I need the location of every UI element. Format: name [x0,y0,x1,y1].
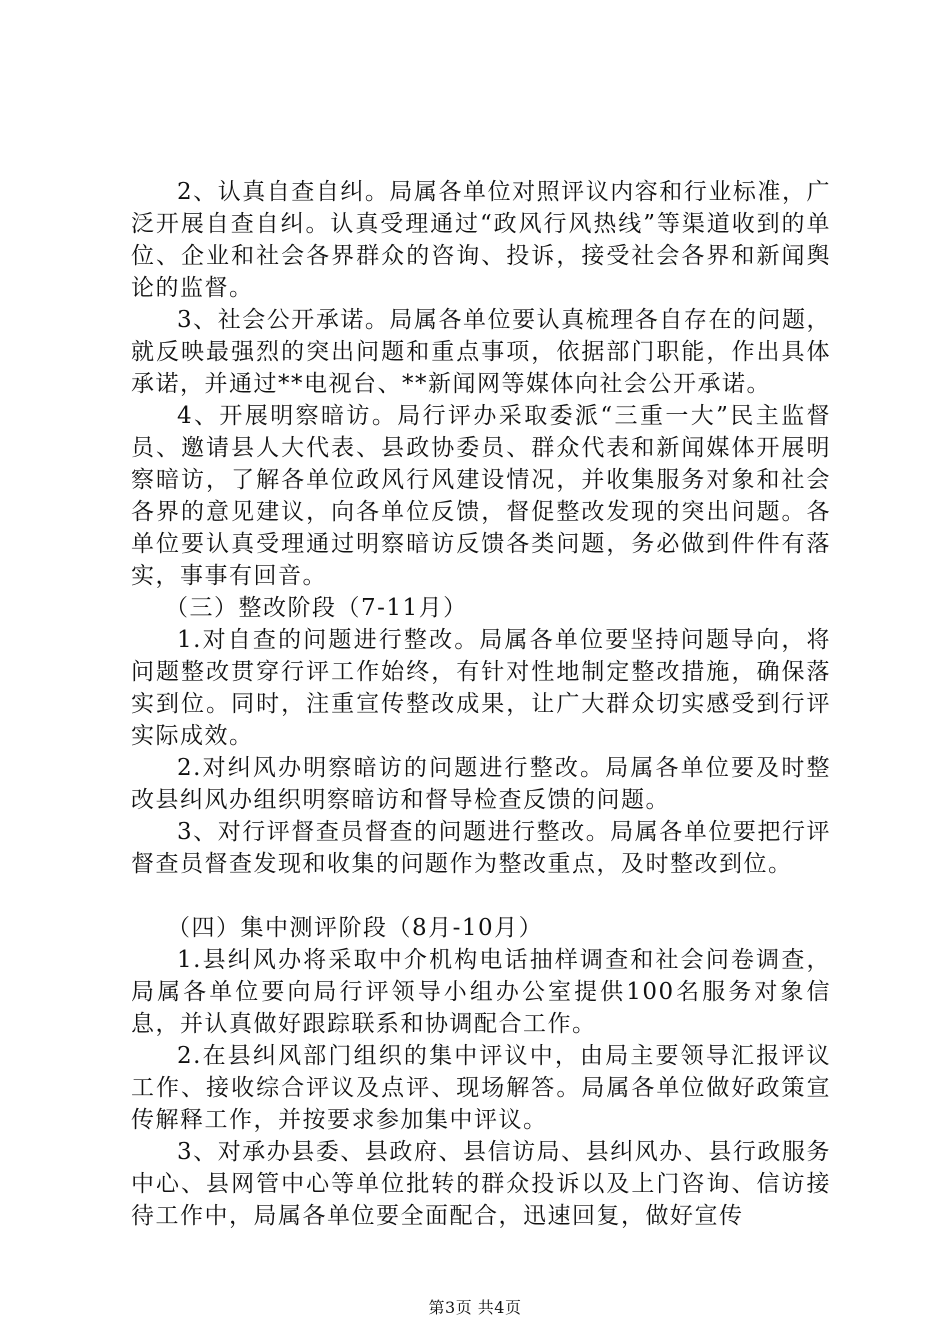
evaluation-item-1: 1.县纠风办将采取中介机构电话抽样调查和社会问卷调查，局属各单位要向局行评领导小组办公室提供100名服务对象信息，并认真做好跟踪联系和协调配合工作。 [131,947,831,1037]
section-heading-rectification: （三）整改阶段（7-11月） [165,595,468,621]
paragraph-public-commitment: 3、社会公开承诺。局属各单位要认真梳理各自存在的问题，就反映最强烈的突出问题和重点事项，依据部门职能，作出具体承诺，并通过**电视台、**新闻网等媒体向社会公开承诺。 [131,307,831,397]
rectification-item-3: 3、对行评督查员督查的问题进行整改。局属各单位要把行评督查员督查发现和收集的问题作为整改重点，及时整改到位。 [131,819,831,877]
page-number-footer: 第3页 共4页 [428,1298,522,1317]
paragraph-unannounced-visits: 4、开展明察暗访。局行评办采取委派“三重一大”民主监督员、邀请县人大代表、县政协委员、群众代表和新闻媒体开展明察暗访，了解各单位政风行风建设情况，并收集服务对象和社会各界的意见建议，向各单位反馈，督促整改发现的突出问题。各单位要认真受理通过明察暗访反馈各类问题，务必做到件件有落实，事事有回音。 [131,403,831,589]
rectification-item-2: 2.对纠风办明察暗访的问题进行整改。局属各单位要及时整改县纠风办组织明察暗访和督导检查反馈的问题。 [131,755,831,813]
paragraph-self-inspection: 2、认真自查自纠。局属各单位对照评议内容和行业标准，广泛开展自查自纠。认真受理通过“政风行风热线”等渠道收到的单位、企业和社会各界群众的咨询、投诉，接受社会各界和新闻舆论的监督。 [131,179,831,301]
section-heading-evaluation: （四）集中测评阶段（8月-10月） [167,915,544,941]
document-body [131,176,831,1232]
rectification-item-1: 1.对自查的问题进行整改。局属各单位要坚持问题导向，将问题整改贯穿行评工作始终，有针对性地制定整改措施，确保落实到位。同时，注重宣传整改成果，让广大群众切实感受到行评实际成效。 [131,627,831,749]
evaluation-item-3: 3、对承办县委、县政府、县信访局、县纠风办、县行政服务中心、县网管中心等单位批转的群众投诉以及上门咨询、信访接待工作中，局属各单位要全面配合，迅速回复，做好宣传 [131,1139,831,1229]
evaluation-item-2: 2.在县纠风部门组织的集中评议中，由局主要领导汇报评议工作、接收综合评议及点评、现场解答。局属各单位做好政策宣传解释工作，并按要求参加集中评议。 [131,1043,831,1133]
